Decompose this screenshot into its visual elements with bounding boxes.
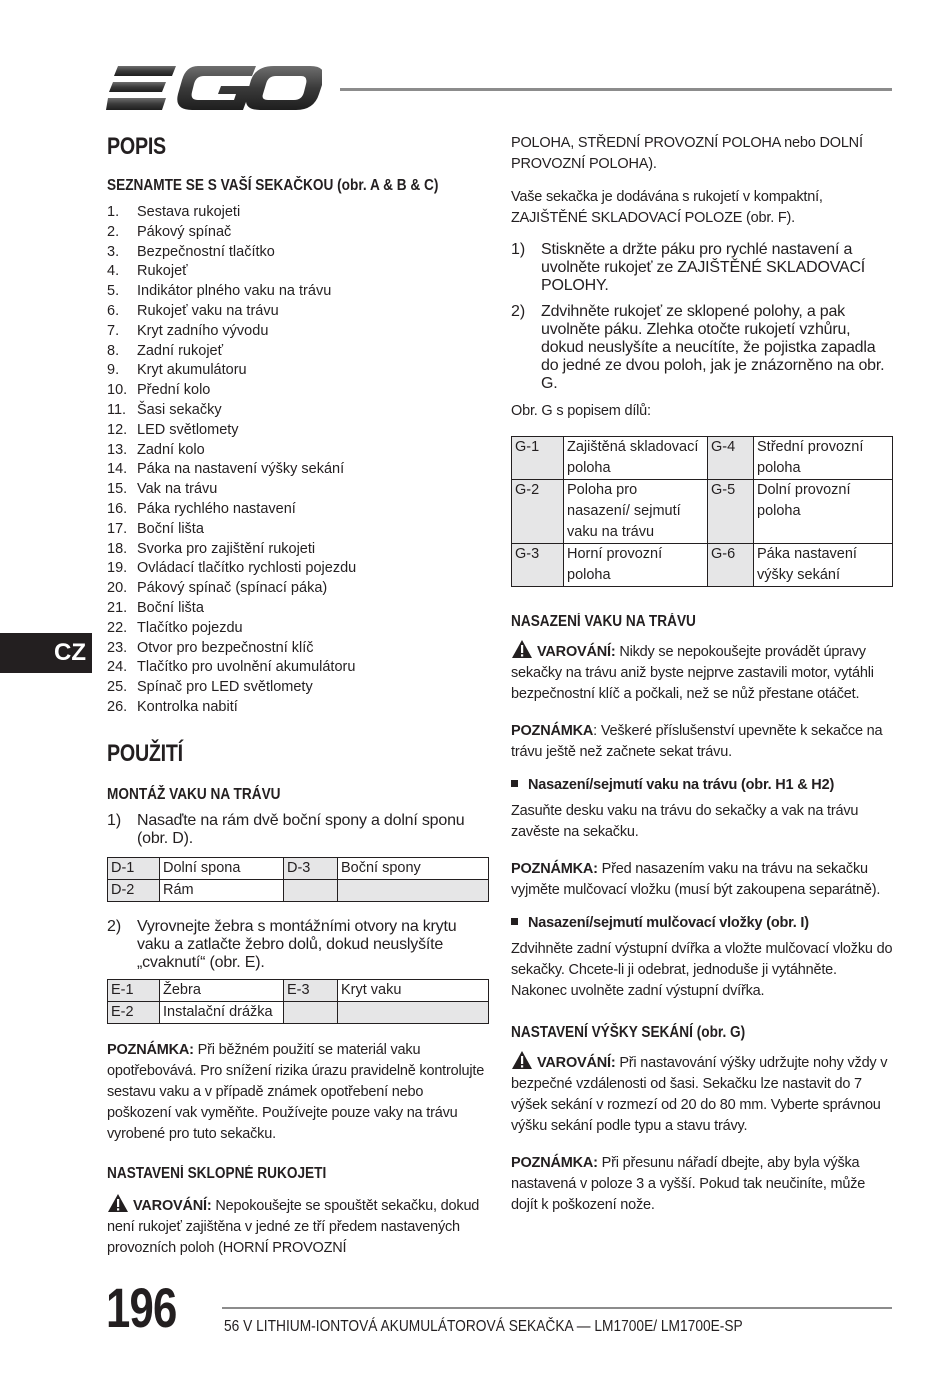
note-text: Před nasazením vaku na trávu na sekačku vyjměte mulčovací vložku (musí být zakoupena separátně). bbox=[511, 861, 881, 898]
list-item bbox=[107, 441, 489, 461]
table-cell-value: Střední provozní poloha bbox=[754, 437, 893, 480]
list-item bbox=[107, 401, 489, 421]
list-item bbox=[107, 599, 489, 619]
list-item-text: Rukojeť bbox=[137, 263, 188, 280]
table-cell-value: Dolní provozní poloha bbox=[754, 480, 893, 544]
table-cell-key: E-2 bbox=[108, 1001, 160, 1023]
language-tab: CZ bbox=[0, 633, 92, 673]
table-cell-value: Boční spony bbox=[338, 857, 489, 879]
step-number: 1) bbox=[107, 811, 122, 829]
warning-text: Při nastavování výšky udržujte nohy vždy v bezpečné vzdálenosti od šasi. Sekačku lze nastavit do 7 výšek sekání v rozmezí od 20 do 80 mm. Vyberte správnou výšku sekání podle typu a stavu trávy. bbox=[511, 1055, 888, 1134]
list-item-number: 6. bbox=[107, 302, 120, 319]
list-item bbox=[107, 540, 489, 560]
list-item-number: 22. bbox=[107, 619, 128, 636]
table-cell-value: Rám bbox=[160, 879, 284, 901]
bullet-vak bbox=[511, 777, 893, 793]
list-item-number: 16. bbox=[107, 500, 128, 517]
note-label: POZNÁMKA: bbox=[511, 1155, 598, 1171]
table-cell-value: Dolní spona bbox=[160, 857, 284, 879]
warning-label: VAROVÁNÍ: bbox=[133, 1197, 212, 1214]
table-row bbox=[108, 979, 489, 1001]
parts-list bbox=[107, 203, 489, 718]
section-heading-pouziti: POUŽITÍ bbox=[107, 739, 183, 767]
note-label: POZNÁMKA bbox=[511, 723, 594, 739]
list-item bbox=[107, 500, 489, 520]
list-item bbox=[107, 342, 489, 362]
table-cell-value bbox=[338, 879, 489, 901]
list-item-number: 14. bbox=[107, 461, 128, 478]
table-cell-value: Poloha pro nasazení/ sejmutí vaku na trávu bbox=[564, 480, 708, 544]
parts-table-e bbox=[107, 979, 489, 1024]
table-cell-value: Páka nastavení výšky sekání bbox=[754, 544, 893, 587]
table-cell-value: Instalační drážka bbox=[160, 1001, 284, 1023]
step-number: 1) bbox=[511, 241, 526, 258]
list-item bbox=[107, 480, 489, 500]
list-item-text: Boční lišta bbox=[137, 520, 204, 537]
list-item-number: 26. bbox=[107, 698, 128, 715]
page-number: 196 bbox=[106, 1276, 177, 1339]
header-rule bbox=[340, 88, 892, 91]
table-cell-key: D-1 bbox=[108, 857, 160, 879]
note-text: : Veškeré příslušenství upevněte k sekačce na trávu ještě než začnete sekat trávu. bbox=[511, 723, 883, 760]
list-item-text: Bezpečnostní tlačítko bbox=[137, 243, 275, 260]
list-item-text: Tlačítko pojezdu bbox=[137, 619, 243, 636]
table-row bbox=[108, 879, 489, 901]
warning-nasazeni bbox=[511, 639, 893, 705]
list-item-number: 2. bbox=[107, 223, 120, 240]
note-label: POZNÁMKA: bbox=[107, 1041, 194, 1058]
table-cell-value: Kryt vaku bbox=[338, 979, 489, 1001]
list-item bbox=[107, 658, 489, 678]
list-item-text: Zadní rukojeť bbox=[137, 342, 224, 359]
list-item-number: 13. bbox=[107, 441, 128, 458]
step-text: Nasaďte na rám dvě boční spony a dolní sponu (obr. D). bbox=[137, 811, 465, 847]
bullet-mulc bbox=[511, 915, 893, 931]
note-montaz bbox=[107, 1040, 489, 1145]
list-item-text: Sestava rukojeti bbox=[137, 204, 241, 220]
table-cell-key bbox=[284, 1001, 338, 1023]
table-cell-key bbox=[284, 879, 338, 901]
montaz-step-1 bbox=[107, 812, 489, 848]
list-item-text: Páka na nastavení výšky sekání bbox=[137, 461, 345, 478]
list-item-number: 4. bbox=[107, 263, 120, 280]
warning-rukojet bbox=[107, 1193, 489, 1259]
warning-label: VAROVÁNÍ: bbox=[537, 1055, 616, 1071]
table-cell-key: D-2 bbox=[108, 879, 160, 901]
list-item-number: 9. bbox=[107, 362, 120, 379]
list-item bbox=[107, 322, 489, 342]
subheading-vyska: NASTAVENÍ VÝŠKY SEKÁNÍ (obr. G) bbox=[511, 1024, 746, 1041]
note-label: POZNÁMKA: bbox=[511, 861, 598, 877]
list-item bbox=[107, 361, 489, 381]
parts-table-d bbox=[107, 857, 489, 902]
list-item-text: Pákový spínač (spínací páka) bbox=[137, 580, 328, 597]
list-item-number: 24. bbox=[107, 659, 128, 676]
list-item-text: Svorka pro zajištění rukojeti bbox=[137, 540, 316, 557]
table-row bbox=[512, 437, 893, 480]
list-item-number: 10. bbox=[107, 382, 128, 399]
list-item bbox=[107, 698, 489, 718]
list-item-number: 3. bbox=[107, 243, 120, 260]
warning-vyska bbox=[511, 1050, 893, 1137]
list-item-text: Zadní kolo bbox=[137, 441, 205, 458]
table-cell-key: D-3 bbox=[284, 857, 338, 879]
note-vyska bbox=[511, 1153, 893, 1216]
list-item bbox=[107, 559, 489, 579]
table-row bbox=[512, 480, 893, 544]
list-item-text: LED světlomety bbox=[137, 421, 239, 438]
right-column bbox=[511, 133, 893, 1216]
note-nasazeni-2 bbox=[511, 859, 893, 901]
list-item bbox=[107, 282, 489, 302]
warning-text: Nepokoušejte se spouštět sekačku, dokud není rukojeť zajištěna v jedné ze tří předem nastavených provozních poloh (HORNÍ PROVOZNÍ bbox=[107, 1197, 480, 1256]
table-cell-key: E-1 bbox=[108, 979, 160, 1001]
table-row bbox=[108, 1001, 489, 1023]
list-item-text: Otvor pro bezpečnostní klíč bbox=[137, 639, 314, 656]
table-cell-key: G-3 bbox=[512, 544, 564, 587]
table-row bbox=[512, 544, 893, 587]
list-item-number: 18. bbox=[107, 540, 128, 557]
list-item-number: 21. bbox=[107, 599, 128, 616]
list-item-number: 8. bbox=[107, 342, 120, 359]
note-text: Při přesunu nářadí dbejte, aby byla výška nastavená v poloze 3 a vyšší. Pokud tak neučiníte, může dojít k poškození nože. bbox=[511, 1155, 866, 1213]
list-item-number: 19. bbox=[107, 560, 128, 577]
list-item-text: Tlačítko pro uvolnění akumulátoru bbox=[137, 659, 356, 676]
list-item-number: 17. bbox=[107, 520, 128, 537]
list-item-text: Vak na trávu bbox=[137, 481, 218, 498]
list-item bbox=[107, 619, 489, 639]
bullet-square-icon bbox=[511, 780, 518, 787]
list-item-number: 11. bbox=[107, 401, 127, 418]
list-item bbox=[107, 678, 489, 698]
table-cell-value: Horní provozní poloha bbox=[564, 544, 708, 587]
warning-text: Nikdy se nepokoušejte provádět úpravy sekačky na trávu aniž byste nejprve zastavili motor, vytáhli bezpečnostní klíč a počkali, než se nůž přestane otáčet. bbox=[511, 644, 874, 702]
table-cell-value: Zajištěná skladovací poloha bbox=[564, 437, 708, 480]
list-item-text: Boční lišta bbox=[137, 599, 204, 616]
caption-g: Obr. G s popisem dílů: bbox=[511, 403, 651, 419]
para-vak: Zasuňte desku vaku na trávu do sekačky a vak na trávu zavěste na sekačku. bbox=[511, 803, 859, 840]
warning-rukojet-continued: POLOHA, STŘEDNÍ PROVOZNÍ POLOHA nebo DOLNÍ PROVOZNÍ POLOHA). bbox=[511, 135, 863, 172]
bullet-text: Nasazení/sejmutí mulčovací vložky (obr. I) bbox=[528, 915, 809, 931]
warning-triangle-icon bbox=[107, 1193, 129, 1213]
section-heading-popis: POPIS bbox=[107, 133, 166, 160]
step-number: 2) bbox=[107, 917, 122, 935]
subheading-montaz: MONTÁŽ VAKU NA TRÁVU bbox=[107, 785, 281, 803]
list-item bbox=[107, 203, 489, 223]
table-cell-key: G-4 bbox=[708, 437, 754, 480]
table-cell-value bbox=[338, 1001, 489, 1023]
para-mulc: Zdvihněte zadní výstupní dvířka a vložte mulčovací vložku do sekačky. Chcete-li ji odebrat, jednoduše ji vytáhněte. Nakonec uvolněte zadní výstupní dvířka. bbox=[511, 941, 893, 999]
left-column bbox=[107, 133, 489, 1259]
list-item-text: Rukojeť vaku na trávu bbox=[137, 302, 279, 319]
table-cell-key: G-5 bbox=[708, 480, 754, 544]
warning-triangle-icon bbox=[511, 639, 533, 659]
rukojet-step-1 bbox=[511, 241, 893, 295]
list-item bbox=[107, 262, 489, 282]
list-item-text: Ovládací tlačítko rychlosti pojezdu bbox=[137, 560, 357, 577]
list-item-number: 25. bbox=[107, 679, 128, 696]
subheading-nasazeni: NASAZENÍ VAKU NA TRÁVU bbox=[511, 613, 696, 630]
list-item bbox=[107, 520, 489, 540]
table-cell-key: G-1 bbox=[512, 437, 564, 480]
warning-triangle-icon bbox=[511, 1050, 533, 1070]
list-item-text: Přední kolo bbox=[137, 382, 211, 399]
list-item-text: Pákový spínač bbox=[137, 223, 232, 240]
list-item-number: 12. bbox=[107, 421, 128, 438]
list-item bbox=[107, 460, 489, 480]
list-item bbox=[107, 421, 489, 441]
list-item-number: 15. bbox=[107, 481, 128, 498]
table-cell-key: G-2 bbox=[512, 480, 564, 544]
list-item-number: 1. bbox=[107, 204, 120, 220]
list-item-text: Páka rychlého nastavení bbox=[137, 500, 296, 517]
list-item-number: 5. bbox=[107, 283, 120, 300]
table-cell-key: G-6 bbox=[708, 544, 754, 587]
step-text: Stiskněte a držte páku pro rychlé nastavení a uvolněte rukojeť ze ZAJIŠTĚNÉ SKLADOVACÍ POLOHY. bbox=[541, 241, 866, 294]
note-nasazeni-1 bbox=[511, 721, 893, 763]
list-item-text: Šasi sekačky bbox=[137, 401, 222, 418]
table-row bbox=[108, 857, 489, 879]
list-item-number: 7. bbox=[107, 322, 120, 339]
ego-logo bbox=[106, 64, 322, 112]
list-item-number: 20. bbox=[107, 580, 128, 597]
list-item-number: 23. bbox=[107, 639, 128, 656]
list-item bbox=[107, 579, 489, 599]
list-item bbox=[107, 243, 489, 263]
rukojet-step-2 bbox=[511, 303, 893, 393]
list-item-text: Spínač pro LED světlomety bbox=[137, 679, 313, 696]
para-rukojet: Vaše sekačka je dodávána s rukojetí v kompaktní, ZAJIŠTĚNÉ SKLADOVACÍ POLOZE (obr. F). bbox=[511, 189, 823, 226]
list-item bbox=[107, 639, 489, 659]
warning-label: VAROVÁNÍ: bbox=[537, 644, 616, 660]
footer-title: 56 V LITHIUM-IONTOVÁ AKUMULÁTOROVÁ SEKAČKA — LM1700E/ LM1700E-SP bbox=[224, 1318, 743, 1335]
list-item-text: Indikátor plného vaku na trávu bbox=[137, 283, 332, 300]
parts-table-g bbox=[511, 436, 893, 587]
list-item-text: Kryt akumulátoru bbox=[137, 362, 247, 379]
montaz-step-2 bbox=[107, 918, 489, 972]
list-item bbox=[107, 381, 489, 401]
step-text: Zdvihněte rukojeť ze sklopené polohy, a pak uvolněte páku. Zlehka otočte rukojetí vzhůru, dokud neuslyšíte a neucítíte, že pojistka zapadla do jedné ze dvou poloh, jak je znázorněno na obr. G. bbox=[541, 303, 885, 392]
step-text: Vyrovnejte žebra s montážními otvory na krytu vaku a zatlačte žebro dolů, dokud neuslyšíte „cvaknutí“ (obr. E). bbox=[137, 917, 457, 971]
list-item-text: Kontrolka nabití bbox=[137, 698, 238, 715]
bullet-square-icon bbox=[511, 918, 518, 925]
subheading-rukojet: NASTAVENÍ SKLOPNÉ RUKOJETI bbox=[107, 1164, 327, 1182]
list-item-text: Kryt zadního vývodu bbox=[137, 322, 269, 339]
subheading-seznamte: SEZNAMTE SE S VAŠÍ SEKAČKOU (obr. A & B & C) bbox=[107, 177, 439, 194]
table-cell-key: E-3 bbox=[284, 979, 338, 1001]
step-number: 2) bbox=[511, 303, 526, 320]
list-item bbox=[107, 223, 489, 243]
bullet-text: Nasazení/sejmutí vaku na trávu (obr. H1 & H2) bbox=[528, 777, 835, 793]
list-item bbox=[107, 302, 489, 322]
table-cell-value: Žebra bbox=[160, 979, 284, 1001]
footer-rule bbox=[222, 1307, 892, 1309]
note-text: Při běžném použití se materiál vaku opotřebovává. Pro snížení rizika úrazu pravidelně kontrolujte sestavu vaku a v případě známek opotřebení nebo poškození vak vyměňte. Používejte pouze vaky na trávu vyrobené pro tuto sekačku. bbox=[107, 1041, 485, 1142]
